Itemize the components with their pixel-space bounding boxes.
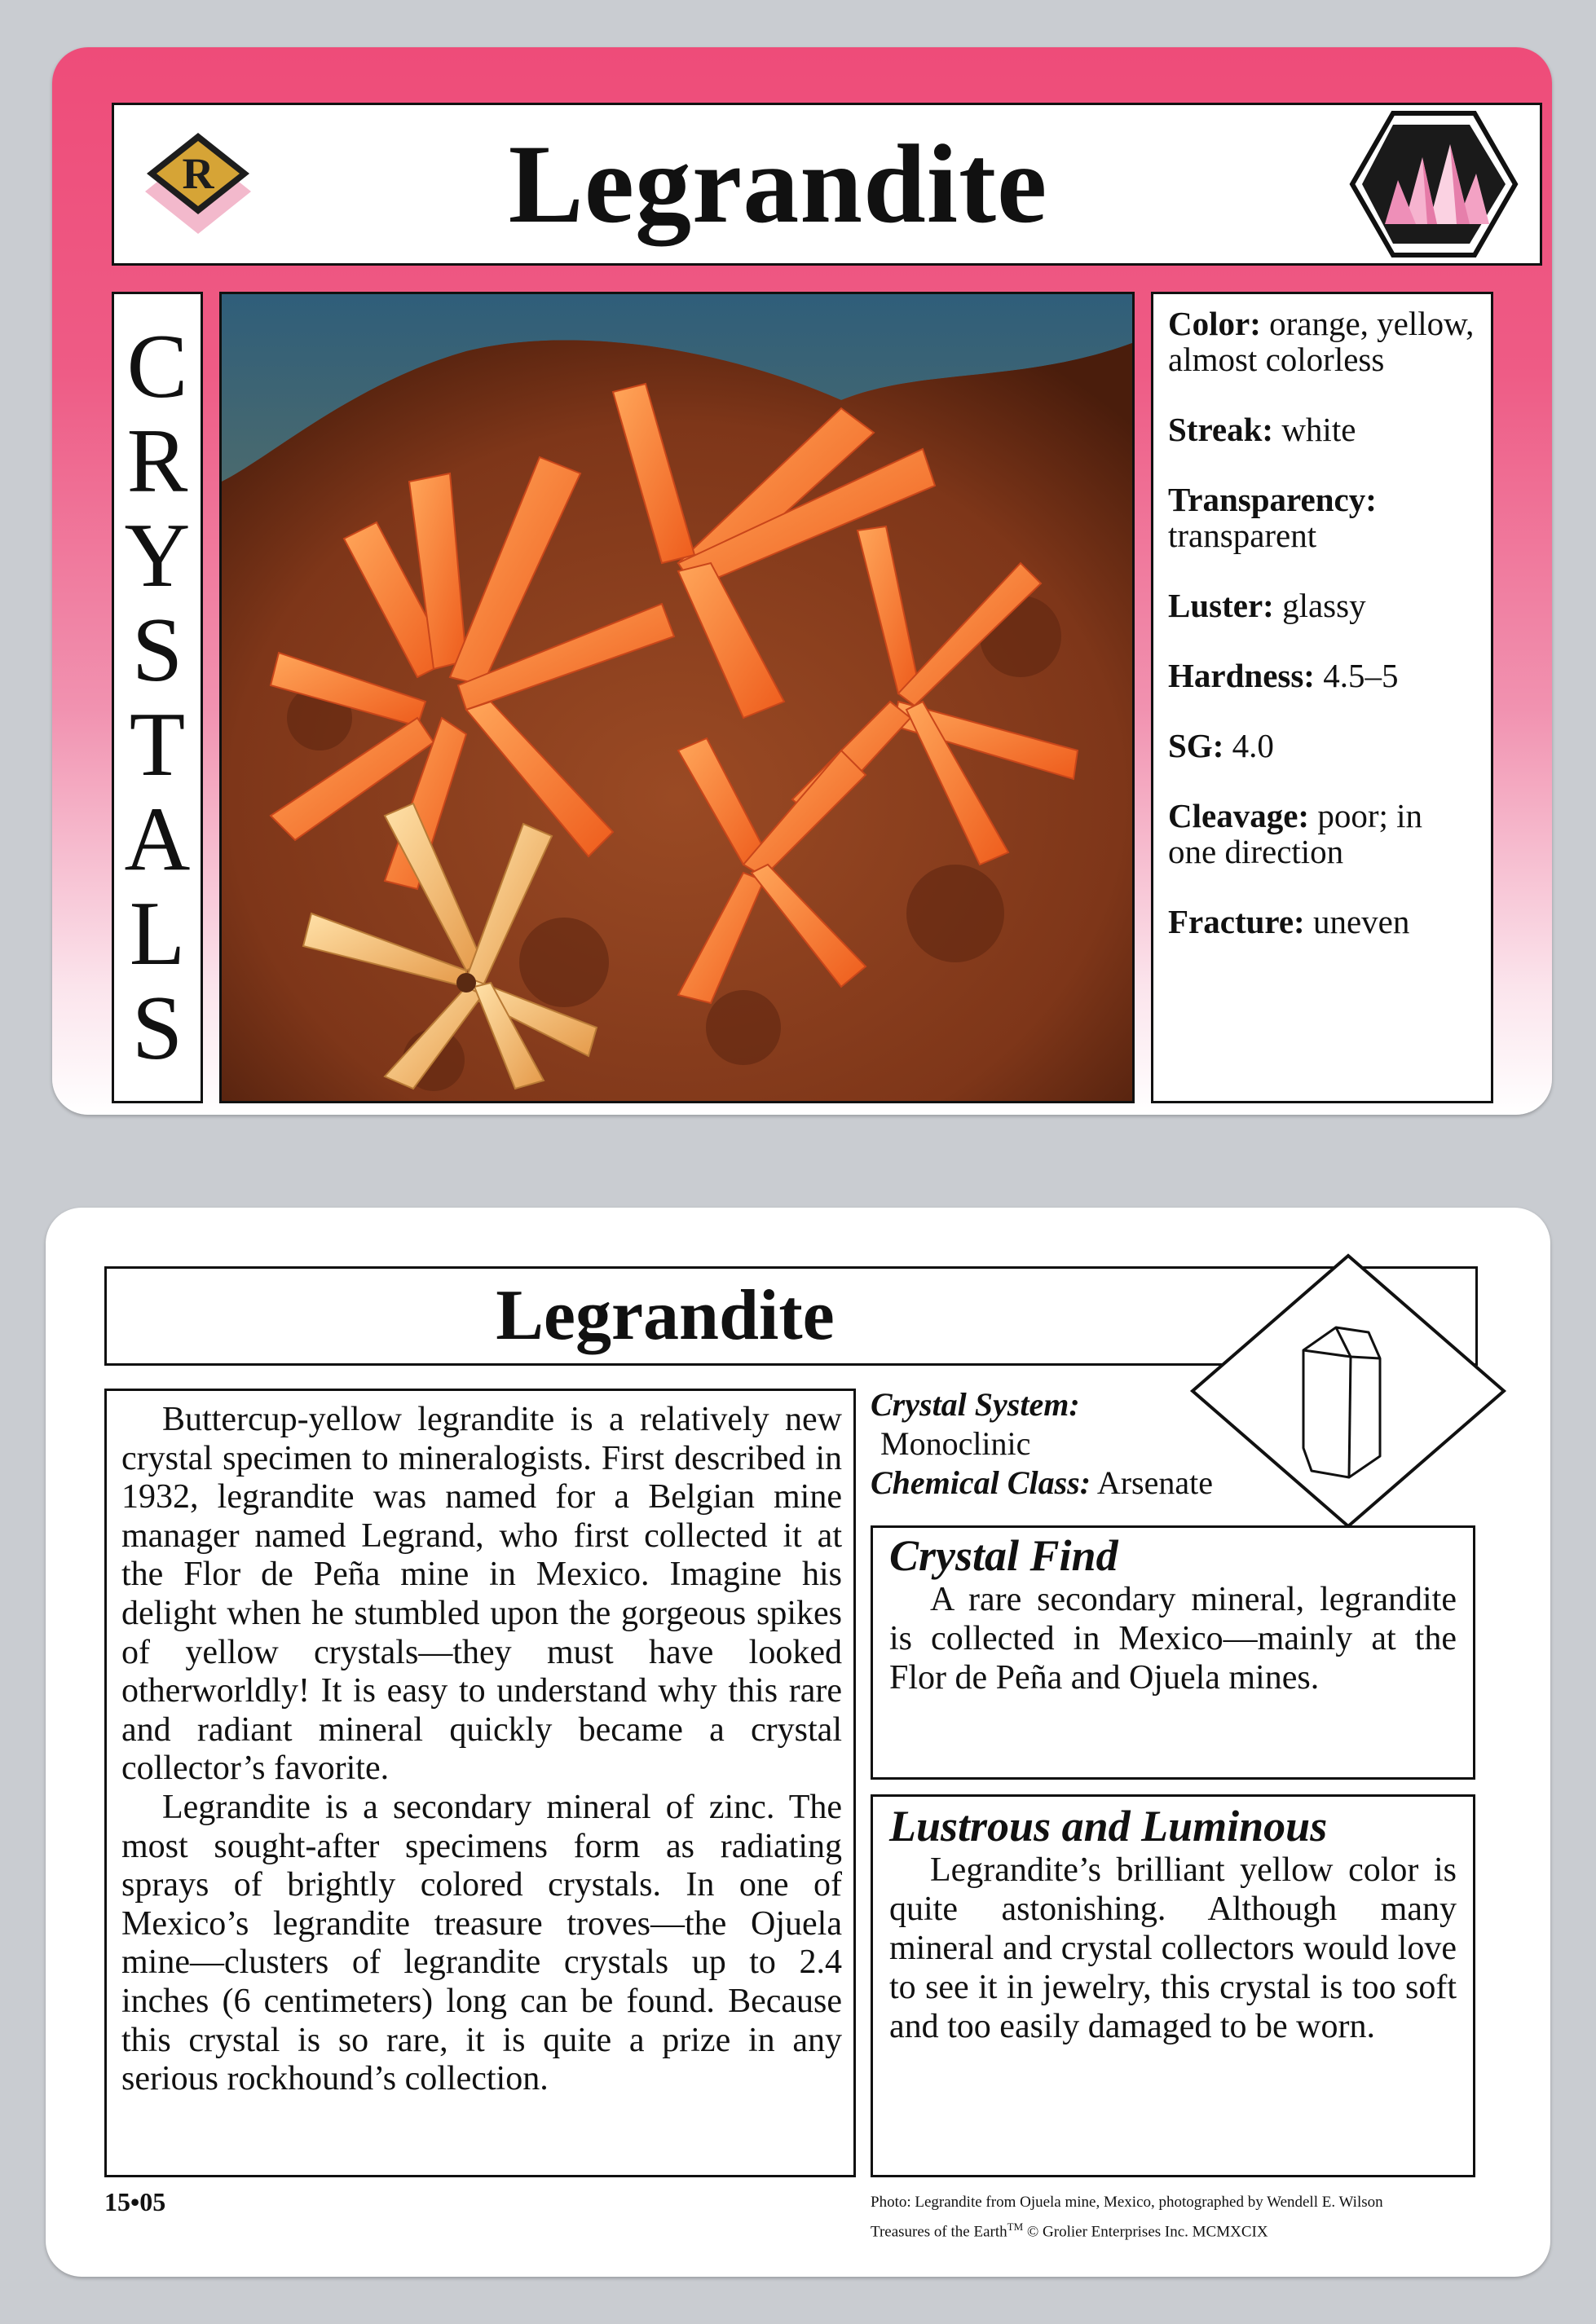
property-value: 4.0 (1232, 727, 1274, 764)
side-category-label (112, 292, 203, 1103)
property-label: Streak: (1168, 411, 1274, 448)
property-label: SG: (1168, 727, 1224, 764)
side-letter: R (126, 411, 188, 512)
crystal-find-box (871, 1525, 1475, 1780)
lustrous-luminous-box (871, 1794, 1475, 2177)
property-label: Fracture: (1168, 903, 1305, 940)
specimen-photo (219, 292, 1135, 1103)
side-letter: C (126, 316, 188, 417)
property-label: Cleavage: (1168, 797, 1310, 834)
photo-credit-line: Photo: Legrandite from Ojuela mine, Mexico, photographed by Wendell E. Wilson (871, 2194, 1383, 2211)
property-cleavage (1168, 798, 1476, 869)
crystal-system-info (871, 1385, 1278, 1503)
property-value: orange, yellow, almost colorless (1168, 305, 1475, 378)
chemical-class-label: Chemical Class: (871, 1464, 1091, 1501)
side-letter: S (131, 978, 183, 1079)
front-title: Legrandite (508, 121, 1048, 246)
chemical-class-value: Arsenate (1096, 1464, 1213, 1501)
property-fracture (1168, 904, 1476, 940)
crystal-system-label: Crystal System: (871, 1386, 1080, 1423)
property-value: glassy (1282, 587, 1366, 624)
copyright-line (871, 2215, 1506, 2244)
property-label: Color: (1168, 305, 1261, 342)
description-paragraph: Buttercup-yellow legrandite is a relatively new crystal specimen to mineralogists. First described in 1932, legrandite was named for a Belgian mine manager named Legrand, who first collected it at the Flor de Peña mine in Mexico. Imagine his delight when he stumbled upon the gorgeous spikes of yellow crystals—they must have looked otherworldly! It is easy to understand why this rare and radiant mineral quickly became a crystal collector’s favorite. (121, 1401, 842, 1788)
side-letter: Y (124, 505, 191, 606)
back-title: Legrandite (496, 1276, 835, 1355)
side-letter: L (129, 883, 186, 984)
logo-letter: R (182, 149, 214, 198)
side-letter: T (129, 694, 186, 795)
lustrous-luminous-heading: Lustrous and Luminous (889, 1802, 1328, 1851)
copyright-text: © Grolier Enterprises Inc. MCMXCIX (1026, 2223, 1268, 2241)
property-label: Luster: (1168, 587, 1274, 624)
crystal-find-text: A rare secondary mineral, legrandite is collected in Mexico—mainly at the Flor de Peña and Ojuela mines. (889, 1581, 1457, 1697)
property-streak (1168, 412, 1476, 447)
property-value: white (1281, 411, 1356, 448)
property-luster (1168, 588, 1476, 623)
properties-panel (1151, 292, 1493, 1103)
card-code: 15•05 (104, 2187, 166, 2216)
card-back (46, 1208, 1550, 2277)
crystal-system-value: Monoclinic (880, 1425, 1031, 1462)
crystal-cluster-icon (1347, 110, 1520, 258)
series-name: Treasures of the Earth (871, 2223, 1007, 2241)
card-front (52, 47, 1552, 1115)
property-color (1168, 306, 1476, 377)
property-value: 4.5–5 (1323, 657, 1399, 694)
property-label: Transparency: (1168, 481, 1377, 518)
property-hardness (1168, 658, 1476, 693)
property-value: transparent (1168, 517, 1317, 554)
front-title-bar (112, 103, 1542, 266)
photo-credits (871, 2190, 1506, 2244)
crystal-find-heading: Crystal Find (889, 1531, 1118, 1580)
side-letter: S (131, 600, 183, 701)
property-value: uneven (1312, 903, 1410, 940)
property-value: poor; in one direction (1168, 797, 1422, 870)
description-text (104, 1389, 856, 2177)
side-letter: A (124, 789, 191, 890)
property-transparency (1168, 482, 1476, 553)
trademark-mark: TM (1007, 2221, 1024, 2233)
description-paragraph: Legrandite is a secondary mineral of zinc. The most sought-after specimens form as radiating sprays of brightly colored crystals. In one of Mexico’s legrandite treasure troves—the Ojuela mine—clusters of legrandite crystals up to 2.4 inches (6 centimeters) long can be found. Because this crystal is so rare, it is quite a prize in any serious rockhound’s collection. (121, 1788, 842, 2098)
property-label: Hardness: (1168, 657, 1315, 694)
lustrous-luminous-text: Legrandite’s brilliant yellow color is quite astonishing. Although many mineral and crystal collectors would love to see it in jewelry, this crystal is too soft and too easily damaged to be worn. (889, 1851, 1457, 2045)
property-sg (1168, 728, 1476, 764)
